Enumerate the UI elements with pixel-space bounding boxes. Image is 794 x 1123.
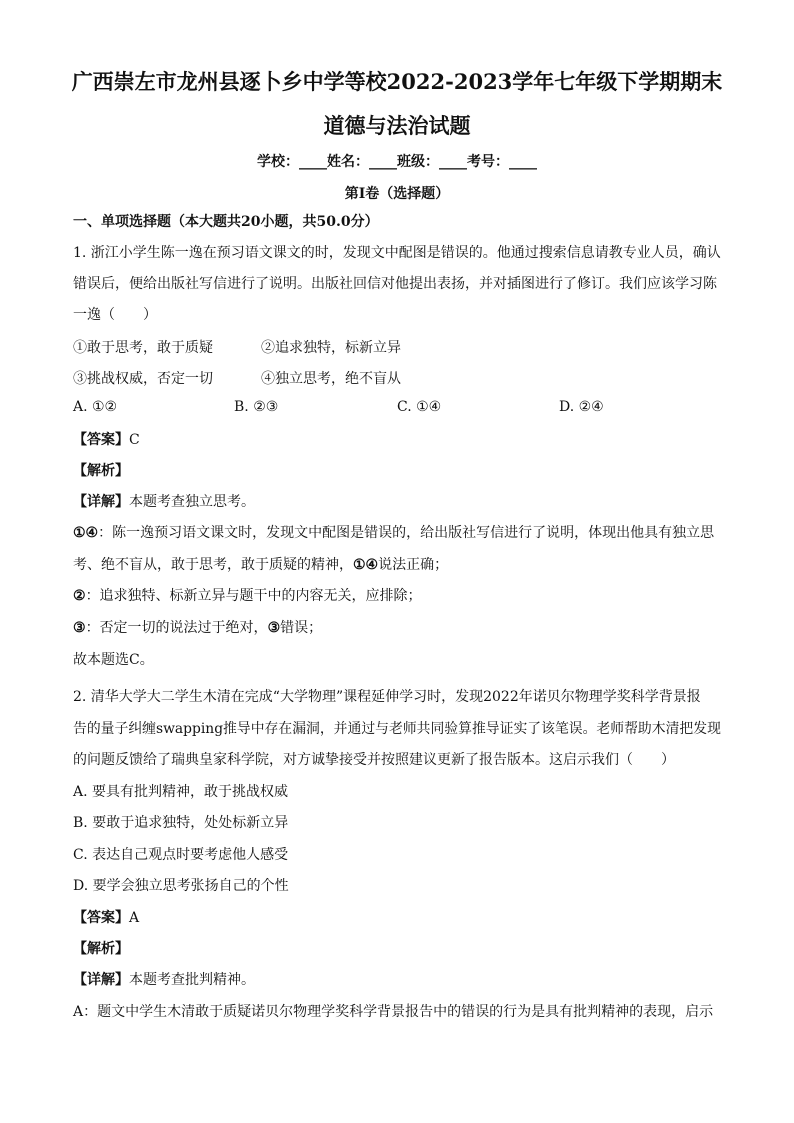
q1-answer [73, 430, 140, 450]
q2-detail [73, 970, 255, 990]
q2-answer [73, 908, 139, 928]
q1-choice-a: A. ①② [73, 399, 118, 415]
exp-text: ：陈一逸预习语文课文时，发现文中配图是错误的，给出版社写信进行了说明，体现出他具有独立思 [98, 525, 715, 541]
q1-choice-d: D. ②④ [559, 399, 604, 415]
q1-choice-b: B. ②③ [234, 399, 279, 415]
q2-stem-line2: 告的量子纠缠swapping推导中存在漏洞，并通过与老师共同验算推导证实了该笔误。老师帮助木清把发现 [73, 721, 721, 737]
q1-stem-line3: 一逸（ ） [73, 307, 157, 323]
q1-exp2 [73, 586, 422, 606]
detail-label: 【详解】 [73, 972, 129, 988]
q2-choice-b: B. 要敢于追求独特，处处标新立异 [73, 815, 289, 831]
q1-item-4: ④独立思考，绝不盲从 [261, 371, 401, 387]
answer-value: A [129, 910, 140, 926]
q1-exp3 [73, 618, 322, 638]
exp-text: ：否定一切的说法过于绝对， [85, 620, 268, 636]
q1-item-2: ②追求独特，标新立异 [261, 340, 401, 356]
q2-stem-line1: 2. 清华大学大二学生木清在完成“大学物理”课程延伸学习时，发现2022年诺贝尔物理学奖科学背景报 [73, 689, 701, 705]
detail-text: 本题考查批判精神。 [129, 972, 255, 988]
q2-exp-a: A：题文中学生木清敢于质疑诺贝尔物理学奖科学背景报告中的错误的行为是具有批判精神的表现，启示 [73, 1004, 714, 1020]
q1-stem-line2: 错误后，便给出版社写信进行了说明。出版社回信对他提出表扬，并对插图进行了修订。我们应该学习陈 [73, 276, 717, 292]
exp-marker: ③ [73, 620, 86, 636]
exam-title-line2: 道德与法治试题 [323, 113, 471, 138]
q2-choice-c: C. 表达自己观点时要考虑他人感受 [73, 847, 289, 863]
exp-marker: ①④ [353, 557, 379, 573]
q1-conclusion: 故本题选C。 [73, 652, 154, 668]
q1-analysis-label: 【解析】 [73, 463, 129, 479]
q1-exp1-line2 [73, 555, 448, 575]
answer-value: C [129, 432, 140, 448]
q1-detail [73, 492, 255, 512]
student-info-line: 学校：____姓名：____班级：____考号：____ [257, 154, 537, 170]
q1-choice-c: C. ①④ [397, 399, 442, 415]
detail-label: 【详解】 [73, 494, 129, 510]
q1-exp1-line1 [73, 523, 714, 543]
exp-marker: ①④ [73, 525, 99, 541]
exp-text: 说法正确； [378, 557, 449, 573]
answer-label: 【答案】 [73, 432, 129, 448]
answer-label: 【答案】 [73, 910, 129, 926]
q1-item-3: ③挑战权威，否定一切 [73, 371, 213, 387]
exp-marker: ③ [267, 620, 281, 636]
exp-text: 错误； [280, 620, 323, 636]
q2-choice-a: A. 要具有批判精神，敢于挑战权威 [73, 784, 289, 800]
q1-item-1: ①敢于思考，敢于质疑 [73, 340, 213, 356]
exp-marker: ② [73, 588, 86, 604]
exp-text: 考、绝不盲从，敢于思考，敢于质疑的精神， [73, 557, 353, 573]
exp-text: ：追求独特、标新立异与题干中的内容无关，应排除； [85, 588, 422, 604]
detail-text: 本题考查独立思考。 [129, 494, 255, 510]
q2-stem-line3: 的问题反馈给了瑞典皇家科学院，对方诚挚接受并按照建议更新了报告版本。这启示我们（ ） [73, 752, 675, 768]
q1-stem-line1: 1. 浙江小学生陈一逸在预习语文课文的时，发现文中配图是错误的。他通过搜索信息请教专业人员，确认 [73, 245, 721, 261]
exam-title-line1: 广西崇左市龙州县逐卜乡中学等校2022-2023学年七年级下学期期末 [71, 69, 723, 94]
volume-heading: 第I卷（选择题） [344, 186, 450, 202]
q2-analysis-label: 【解析】 [73, 941, 129, 957]
section-heading: 一、单项选择题（本大题共20小题，共50.0分） [73, 214, 379, 230]
q2-choice-d: D. 要学会独立思考张扬自己的个性 [73, 878, 289, 894]
